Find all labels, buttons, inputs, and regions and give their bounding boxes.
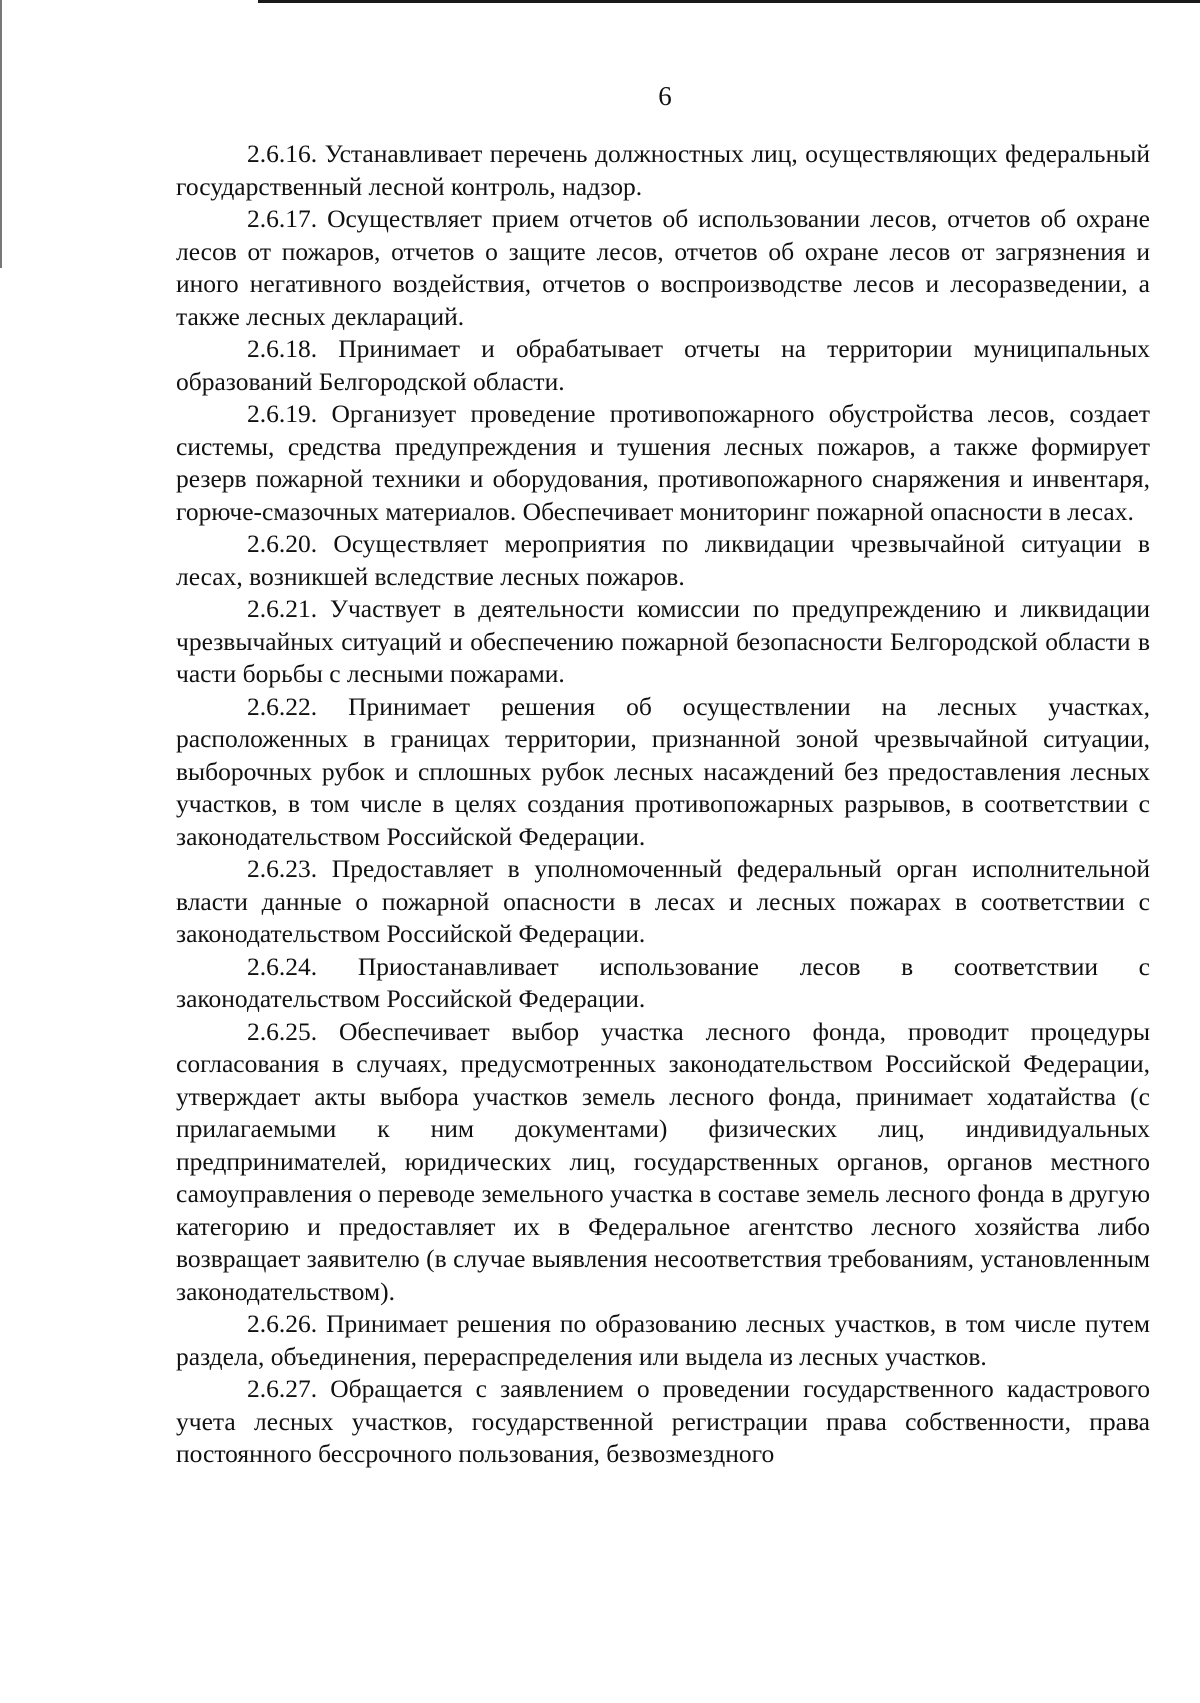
paragraph-2-6-24: 2.6.24. Приостанавливает использование лесов в соответствии с законодательством Российской Федерации. <box>176 951 1150 1013</box>
page-number: 6 <box>658 81 672 111</box>
document-body <box>176 138 1150 1471</box>
paragraph-2-6-22: 2.6.22. Принимает решения об осуществлении на лесных участках, расположенных в границах территории, признанной зоной чрезвычайной ситуации, выборочных рубок и сплошных рубок лесных насаждений без предоставления лесных участков, в том числе в целях создания противопожарных разрывов, в соответствии с законодательством Российской Федерации. <box>176 691 1150 851</box>
paragraph-2-6-16: 2.6.16. Устанавливает перечень должностных лиц, осуществляющих федеральный государственный лесной контроль, надзор. <box>176 139 1150 201</box>
paragraph-2-6-26: 2.6.26. Принимает решения по образованию лесных участков, в том числе путем раздела, объединения, перераспределения или выдела из лесных участков. <box>176 1309 1150 1371</box>
paragraph-2-6-17: 2.6.17. Осуществляет прием отчетов об использовании лесов, отчетов об охране лесов от пожаров, отчетов о защите лесов, отчетов об охране лесов от загрязнения и иного негативного воздействия, отчетов о воспроизводстве лесов и лесоразведении, а также лесных деклараций. <box>176 204 1150 331</box>
paragraph-2-6-27: 2.6.27. Обращается с заявлением о проведении государственного кадастрового учета лесных участков, государственной регистрации права собственности, права постоянного бессрочного пользования, безвозмездного <box>176 1374 1150 1468</box>
paragraph-2-6-20: 2.6.20. Осуществляет мероприятия по ликвидации чрезвычайной ситуации в лесах, возникшей вследствие лесных пожаров. <box>176 529 1150 591</box>
paragraph-2-6-18: 2.6.18. Принимает и обрабатывает отчеты на территории муниципальных образований Белгородской области. <box>176 334 1150 396</box>
top-border-line <box>258 0 1200 3</box>
paragraph-2-6-23: 2.6.23. Предоставляет в уполномоченный федеральный орган исполнительной власти данные о пожарной опасности в лесах и лесных пожарах в соответствии с законодательством Российской Федерации. <box>176 854 1150 948</box>
paragraph-2-6-21: 2.6.21. Участвует в деятельности комиссии по предупреждению и ликвидации чрезвычайных ситуаций и обеспечению пожарной безопасности Белгородской области в части борьбы с лесными пожарами. <box>176 594 1150 688</box>
paragraph-2-6-25: 2.6.25. Обеспечивает выбор участка лесного фонда, проводит процедуры согласования в случаях, предусмотренных законодательством Российской Федерации, утверждает акты выбора участков земель лесного фонда, принимает ходатайства (с прилагаемыми к ним документами) физических лиц, индивидуальных предпринимателей, юридических лиц, государственных органов, органов местного самоуправления о переводе земельного участка в составе земель лесного фонда в другую категорию и предоставляет их в Федеральное агентство лесного хозяйства либо возвращает заявителю (в случае выявления несоответствия требованиям, установленным законодательством). <box>176 1016 1150 1306</box>
paragraph-2-6-19: 2.6.19. Организует проведение противопожарного обустройства лесов, создает системы, средства предупреждения и тушения лесных пожаров, а также формирует резерв пожарной техники и оборудования, противопожарного снаряжения и инвентаря, горюче-смазочных материалов. Обеспечивает мониторинг пожарной опасности в лесах. <box>176 399 1150 526</box>
left-border-line <box>0 0 2 268</box>
